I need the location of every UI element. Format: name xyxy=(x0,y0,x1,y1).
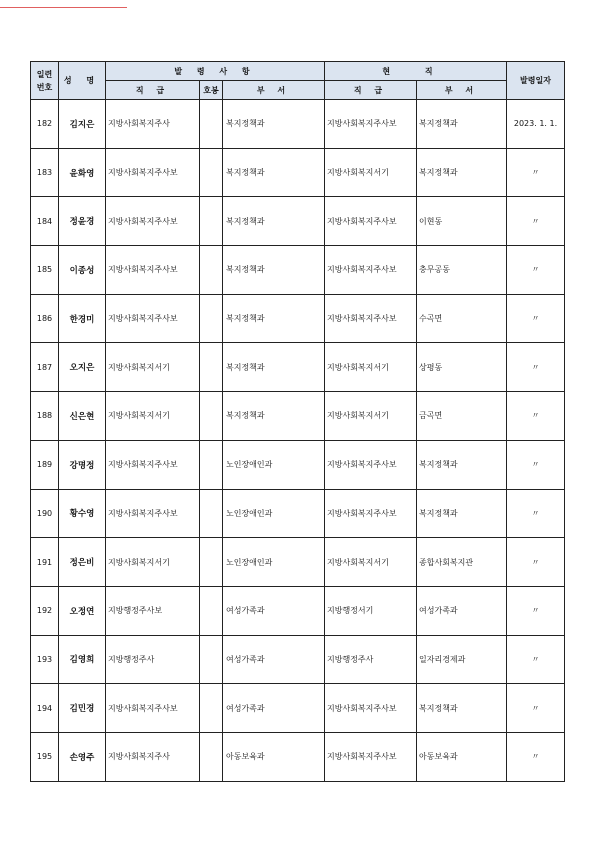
row-new-rank: 지방사회복지서기 xyxy=(106,392,200,441)
row-cur-rank: 지방사회복지서기 xyxy=(325,343,417,392)
row-serial-no: 185 xyxy=(31,246,59,295)
row-serial-no: 187 xyxy=(31,343,59,392)
row-serial-no: 193 xyxy=(31,635,59,684)
row-serial-no: 188 xyxy=(31,392,59,441)
table-row xyxy=(31,684,565,733)
header-appointment-group: 발 령 사 항 xyxy=(106,62,325,81)
table-row xyxy=(31,392,565,441)
row-cur-rank: 지방사회복지주사보 xyxy=(325,197,417,246)
row-new-rank: 지방사회복지주사보 xyxy=(106,440,200,489)
header-cur-rank: 직 급 xyxy=(325,81,417,100)
header-date: 발령일자 xyxy=(507,62,565,100)
row-cur-rank: 지방사회복지주사보 xyxy=(325,246,417,295)
row-name: 오정연 xyxy=(59,586,106,635)
row-new-rank: 지방사회복지주사보 xyxy=(106,148,200,197)
row-new-dept: 노인장애인과 xyxy=(223,538,325,587)
row-new-dept: 복지정책과 xyxy=(223,392,325,441)
row-new-dept: 복지정책과 xyxy=(223,246,325,295)
row-serial-no: 189 xyxy=(31,440,59,489)
row-new-grade xyxy=(200,440,223,489)
row-cur-dept: 복지정책과 xyxy=(417,684,507,733)
row-new-rank: 지방사회복지서기 xyxy=(106,343,200,392)
row-date: 〃 xyxy=(507,246,565,295)
row-serial-no: 182 xyxy=(31,100,59,149)
row-date: 〃 xyxy=(507,732,565,781)
row-new-grade xyxy=(200,100,223,149)
row-cur-rank: 지방사회복지주사보 xyxy=(325,732,417,781)
row-new-grade xyxy=(200,392,223,441)
row-cur-dept: 충무공동 xyxy=(417,246,507,295)
row-serial-no: 190 xyxy=(31,489,59,538)
row-new-dept: 복지정책과 xyxy=(223,197,325,246)
row-date: 〃 xyxy=(507,440,565,489)
row-date: 〃 xyxy=(507,343,565,392)
row-new-dept: 복지정책과 xyxy=(223,343,325,392)
row-new-dept: 여성가족과 xyxy=(223,684,325,733)
row-cur-rank: 지방사회복지서기 xyxy=(325,148,417,197)
header-cur-dept: 부 서 xyxy=(417,81,507,100)
row-new-rank: 지방행정주사 xyxy=(106,635,200,684)
row-new-rank: 지방사회복지주사보 xyxy=(106,197,200,246)
top-rule xyxy=(0,7,127,8)
row-name: 김지은 xyxy=(59,100,106,149)
row-date: 〃 xyxy=(507,586,565,635)
header-current-group: 현 직 xyxy=(325,62,507,81)
table-row xyxy=(31,246,565,295)
row-new-rank: 지방사회복지서기 xyxy=(106,538,200,587)
row-name: 김영희 xyxy=(59,635,106,684)
row-new-dept: 여성가족과 xyxy=(223,635,325,684)
row-serial-no: 192 xyxy=(31,586,59,635)
row-new-rank: 지방사회복지주사보 xyxy=(106,489,200,538)
row-new-rank: 지방사회복지주사보 xyxy=(106,684,200,733)
row-new-rank: 지방사회복지주사보 xyxy=(106,246,200,295)
table-row xyxy=(31,586,565,635)
table-row xyxy=(31,343,565,392)
row-name: 신은현 xyxy=(59,392,106,441)
row-cur-dept: 이현동 xyxy=(417,197,507,246)
header-serial-no: 일련 번호 xyxy=(31,62,59,100)
row-date: 〃 xyxy=(507,294,565,343)
table-row xyxy=(31,538,565,587)
row-cur-dept: 복지정책과 xyxy=(417,100,507,149)
row-new-grade xyxy=(200,294,223,343)
table-row xyxy=(31,440,565,489)
row-serial-no: 191 xyxy=(31,538,59,587)
row-cur-dept: 여성가족과 xyxy=(417,586,507,635)
row-new-grade xyxy=(200,148,223,197)
row-cur-rank: 지방사회복지주사보 xyxy=(325,489,417,538)
row-cur-rank: 지방사회복지주사보 xyxy=(325,100,417,149)
row-name: 한경미 xyxy=(59,294,106,343)
row-new-grade xyxy=(200,246,223,295)
table-row xyxy=(31,197,565,246)
row-date: 〃 xyxy=(507,148,565,197)
row-serial-no: 183 xyxy=(31,148,59,197)
row-new-grade xyxy=(200,197,223,246)
row-name: 강명정 xyxy=(59,440,106,489)
row-new-grade xyxy=(200,732,223,781)
row-date: 〃 xyxy=(507,635,565,684)
row-new-dept: 아동보육과 xyxy=(223,732,325,781)
row-serial-no: 186 xyxy=(31,294,59,343)
row-date: 〃 xyxy=(507,538,565,587)
row-new-dept: 복지정책과 xyxy=(223,100,325,149)
row-cur-dept: 종합사회복지관 xyxy=(417,538,507,587)
row-date: 〃 xyxy=(507,392,565,441)
row-cur-rank: 지방행정주사 xyxy=(325,635,417,684)
row-name: 윤화영 xyxy=(59,148,106,197)
row-date: 2023. 1. 1. xyxy=(507,100,565,149)
row-new-rank: 지방사회복지주사 xyxy=(106,732,200,781)
row-serial-no: 194 xyxy=(31,684,59,733)
row-cur-rank: 지방사회복지주사보 xyxy=(325,684,417,733)
row-name: 정은비 xyxy=(59,538,106,587)
row-name: 김민경 xyxy=(59,684,106,733)
row-new-grade xyxy=(200,538,223,587)
row-new-grade xyxy=(200,489,223,538)
row-new-dept: 복지정책과 xyxy=(223,148,325,197)
row-new-dept: 여성가족과 xyxy=(223,586,325,635)
row-name: 손영주 xyxy=(59,732,106,781)
table-row xyxy=(31,635,565,684)
header-new-dept: 부 서 xyxy=(223,81,325,100)
row-new-grade xyxy=(200,586,223,635)
table-row xyxy=(31,294,565,343)
table-row xyxy=(31,148,565,197)
row-name: 이종성 xyxy=(59,246,106,295)
table-row xyxy=(31,489,565,538)
row-cur-dept: 일자리경제과 xyxy=(417,635,507,684)
row-cur-dept: 아동보육과 xyxy=(417,732,507,781)
table-row xyxy=(31,100,565,149)
row-cur-rank: 지방사회복지서기 xyxy=(325,538,417,587)
row-new-dept: 노인장애인과 xyxy=(223,489,325,538)
row-new-dept: 노인장애인과 xyxy=(223,440,325,489)
row-serial-no: 184 xyxy=(31,197,59,246)
row-date: 〃 xyxy=(507,489,565,538)
row-cur-dept: 금곡면 xyxy=(417,392,507,441)
row-cur-dept: 복지정책과 xyxy=(417,440,507,489)
row-new-rank: 지방사회복지주사 xyxy=(106,100,200,149)
row-cur-dept: 복지정책과 xyxy=(417,148,507,197)
row-new-rank: 지방행정주사보 xyxy=(106,586,200,635)
header-new-rank: 직 급 xyxy=(106,81,200,100)
row-cur-dept: 수곡면 xyxy=(417,294,507,343)
personnel-table xyxy=(30,61,565,782)
row-date: 〃 xyxy=(507,197,565,246)
header-new-grade: 호봉 xyxy=(200,81,223,100)
row-name: 정윤경 xyxy=(59,197,106,246)
row-new-dept: 복지정책과 xyxy=(223,294,325,343)
row-cur-dept: 상평동 xyxy=(417,343,507,392)
row-cur-rank: 지방사회복지주사보 xyxy=(325,440,417,489)
row-new-grade xyxy=(200,343,223,392)
header-name: 성 명 xyxy=(59,62,106,100)
table-row xyxy=(31,732,565,781)
row-new-rank: 지방사회복지주사보 xyxy=(106,294,200,343)
row-new-grade xyxy=(200,684,223,733)
row-name: 오지은 xyxy=(59,343,106,392)
row-cur-rank: 지방사회복지주사보 xyxy=(325,294,417,343)
row-name: 황수영 xyxy=(59,489,106,538)
row-new-grade xyxy=(200,635,223,684)
row-cur-rank: 지방사회복지서기 xyxy=(325,392,417,441)
row-cur-rank: 지방행정서기 xyxy=(325,586,417,635)
row-cur-dept: 복지정책과 xyxy=(417,489,507,538)
row-date: 〃 xyxy=(507,684,565,733)
row-serial-no: 195 xyxy=(31,732,59,781)
